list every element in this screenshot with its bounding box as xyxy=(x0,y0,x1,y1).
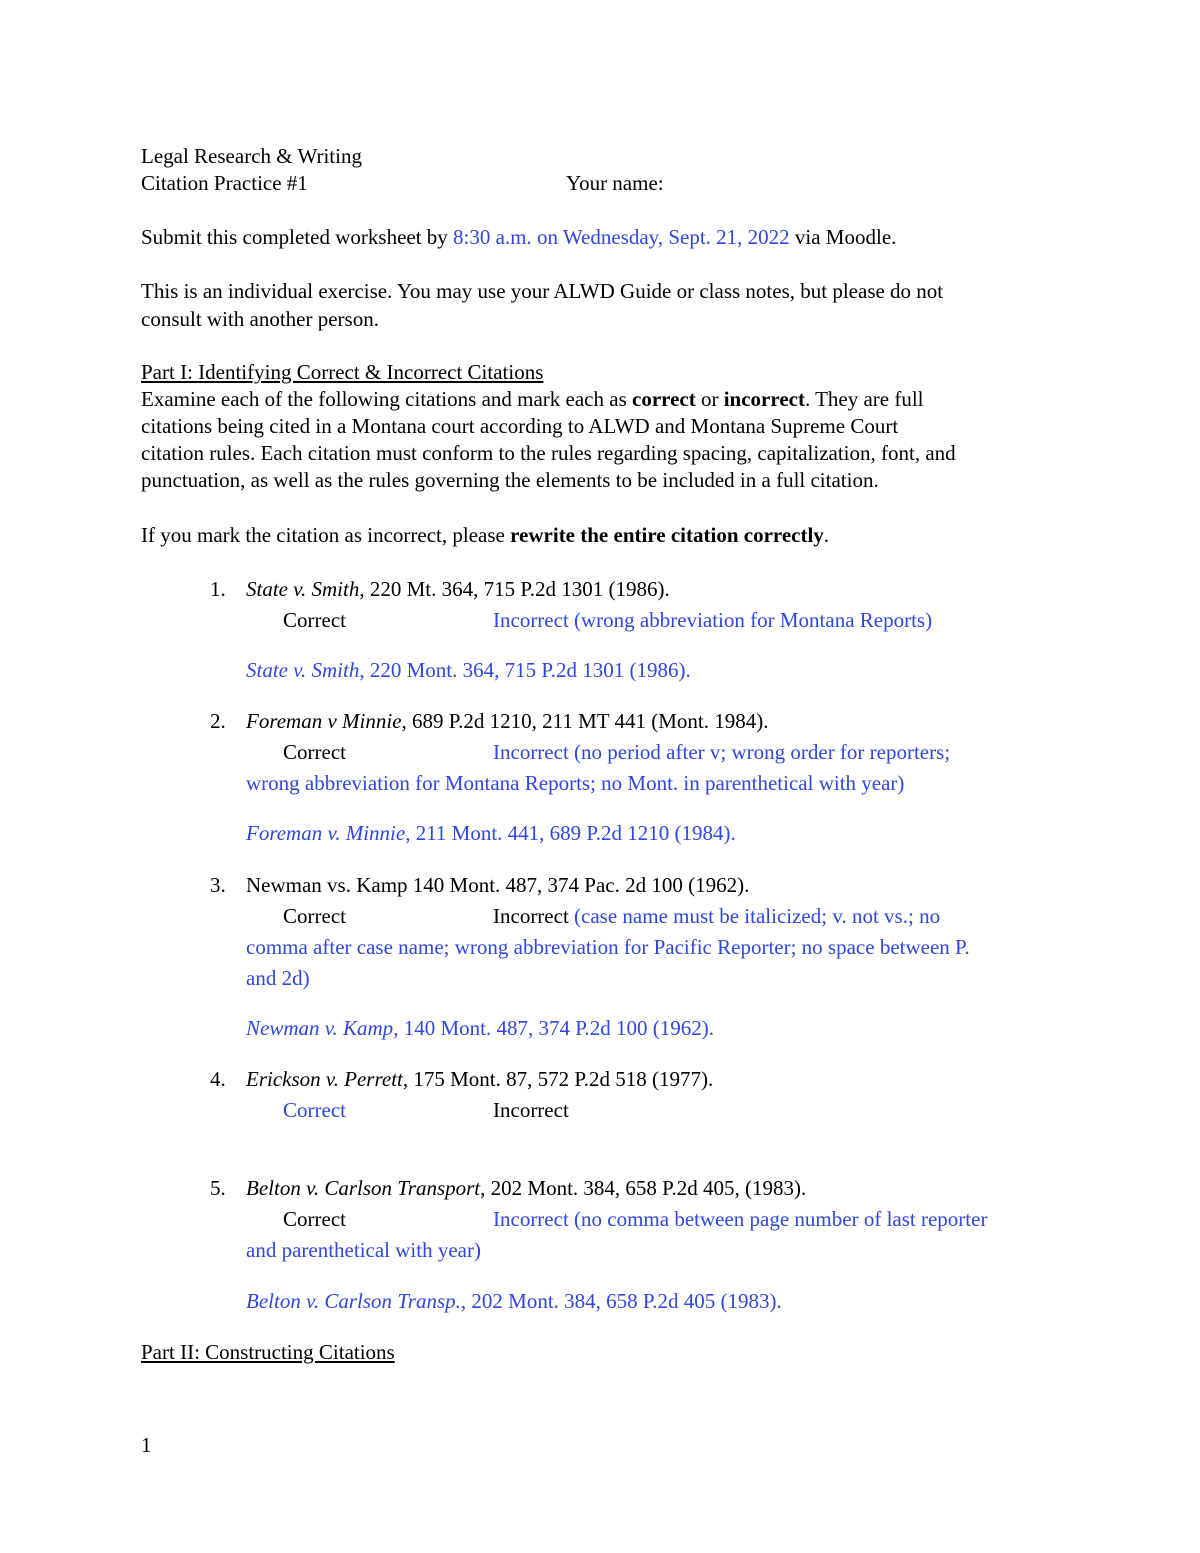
citation-text xyxy=(246,576,670,603)
case-name: Belton v. Carlson Transport xyxy=(246,1176,481,1200)
submit-instruction xyxy=(141,224,896,251)
instr-correct-bold: correct xyxy=(632,387,696,411)
corrected-citation xyxy=(246,820,736,847)
incorrect-reason-continued: and parenthetical with year) xyxy=(246,1238,481,1262)
option-correct[interactable]: Correct xyxy=(283,1098,346,1122)
individual-line-1: This is an individual exercise. You may use your ALWD Guide or class notes, but please do not xyxy=(141,279,944,303)
citation-rest: , 140 Mont. 487, 374 P.2d 100 (1962). xyxy=(393,1016,715,1040)
part2-heading: Part II: Constructing Citations xyxy=(141,1340,395,1364)
instr-text: or xyxy=(695,387,724,411)
item-number: 2. xyxy=(210,709,226,733)
incorrect-reason-continued: wrong abbreviation for Montana Reports; no Mont. in parenthetical with year) xyxy=(246,771,905,795)
case-name: Newman v. Kamp xyxy=(246,1016,394,1040)
incorrect-word: Incorrect xyxy=(493,904,569,928)
option-correct[interactable]: Correct xyxy=(283,608,346,632)
citation-text: Newman vs. Kamp 140 Mont. 487, 374 Pac. 2d 100 (1962). xyxy=(246,873,750,897)
part1-instructions-line-4: punctuation, as well as the rules governing the elements to be included in a full citation. xyxy=(141,468,879,492)
part1-instructions-line-1 xyxy=(141,386,924,413)
corrected-citation xyxy=(246,1288,782,1315)
citation-rest: , 689 P.2d 1210, 211 MT 441 (Mont. 1984). xyxy=(401,709,769,733)
rewrite-bold: rewrite the entire citation correctly xyxy=(510,523,824,547)
incorrect-reason: (case name must be italicized; v. not vs.; no xyxy=(568,904,941,928)
case-name: Foreman v Minnie xyxy=(246,709,402,733)
instr-text: . They are full xyxy=(804,387,924,411)
item-number: 3. xyxy=(210,873,226,897)
corrected-citation xyxy=(246,657,691,684)
part1-instructions-line-3: citation rules. Each citation must conform to the rules regarding spacing, capitalization, font, and xyxy=(141,441,956,465)
course-title: Legal Research & Writing xyxy=(141,144,362,168)
page-number: 1 xyxy=(141,1433,152,1457)
rewrite-text: . xyxy=(823,523,830,547)
your-name-label: Your name: xyxy=(566,171,664,195)
submit-prefix: Submit this completed worksheet by xyxy=(141,225,454,249)
citation-text xyxy=(246,1175,806,1202)
corrected-citation xyxy=(246,1015,714,1042)
case-name: Foreman v. Minnie xyxy=(246,821,406,845)
rewrite-instruction xyxy=(141,522,829,549)
citation-rest: , 202 Mont. 384, 658 P.2d 405, (1983). xyxy=(480,1176,807,1200)
option-incorrect[interactable]: Incorrect (no period after v; wrong order for reporters; xyxy=(493,740,951,764)
item-number: 5. xyxy=(210,1176,226,1200)
option-incorrect[interactable] xyxy=(493,903,940,930)
case-name: Belton v. Carlson Transp. xyxy=(246,1289,461,1313)
instr-text: Examine each of the following citations and mark each as xyxy=(141,387,632,411)
rewrite-text: If you mark the citation as incorrect, please xyxy=(141,523,511,547)
incorrect-reason-continued: and 2d) xyxy=(246,966,310,990)
part1-instructions-line-2: citations being cited in a Montana court according to ALWD and Montana Supreme Court xyxy=(141,414,899,438)
instr-incorrect-bold: incorrect xyxy=(723,387,805,411)
citation-text xyxy=(246,708,768,735)
submit-deadline: 8:30 a.m. on Wednesday, Sept. 21, 2022 xyxy=(453,225,790,249)
case-name: State v. Smith xyxy=(246,577,360,601)
item-number: 1. xyxy=(210,577,226,601)
option-incorrect[interactable]: Incorrect (no comma between page number of last reporter xyxy=(493,1207,988,1231)
submit-suffix: via Moodle. xyxy=(789,225,897,249)
individual-line-2: consult with another person. xyxy=(141,307,379,331)
item-number: 4. xyxy=(210,1067,226,1091)
citation-rest: , 202 Mont. 384, 658 P.2d 405 (1983). xyxy=(460,1289,782,1313)
citation-rest: , 220 Mont. 364, 715 P.2d 1301 (1986). xyxy=(359,658,691,682)
case-name: State v. Smith xyxy=(246,658,360,682)
assignment-title: Citation Practice #1 xyxy=(141,171,308,195)
citation-rest: , 211 Mont. 441, 689 P.2d 1210 (1984). xyxy=(405,821,736,845)
option-correct[interactable]: Correct xyxy=(283,904,346,928)
citation-rest: , 175 Mont. 87, 572 P.2d 518 (1977). xyxy=(402,1067,714,1091)
option-correct[interactable]: Correct xyxy=(283,740,346,764)
option-correct[interactable]: Correct xyxy=(283,1207,346,1231)
citation-text xyxy=(246,1066,713,1093)
option-incorrect[interactable]: Incorrect (wrong abbreviation for Montana Reports) xyxy=(493,608,933,632)
citation-rest: , 220 Mt. 364, 715 P.2d 1301 (1986). xyxy=(359,577,670,601)
incorrect-reason-continued: comma after case name; wrong abbreviation for Pacific Reporter; no space between P. xyxy=(246,935,970,959)
option-incorrect[interactable]: Incorrect xyxy=(493,1098,569,1122)
case-name: Erickson v. Perrett xyxy=(246,1067,403,1091)
part1-heading: Part I: Identifying Correct & Incorrect Citations xyxy=(141,360,544,384)
